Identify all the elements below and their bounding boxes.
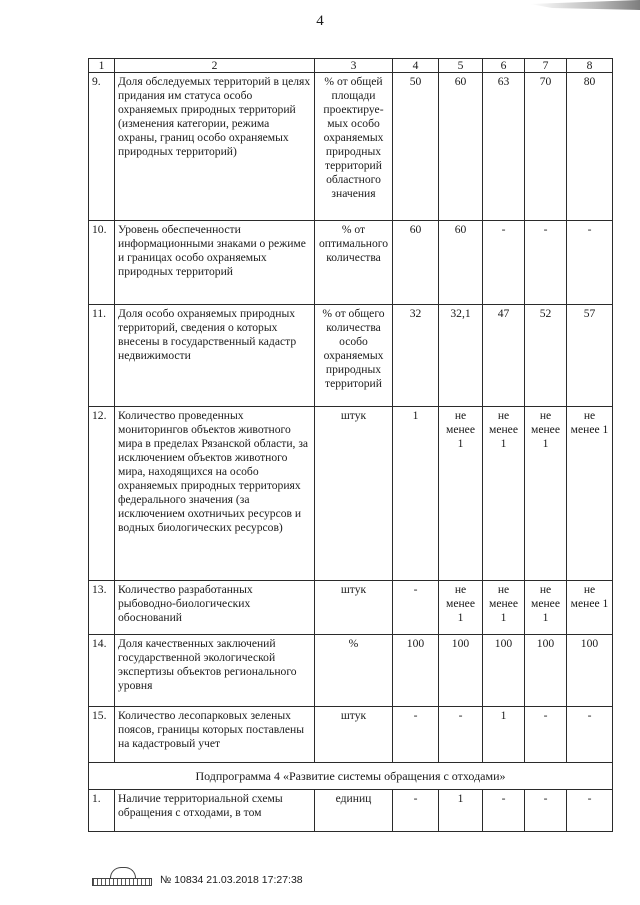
stamp-barcode	[92, 878, 152, 886]
value-cell: 100	[439, 635, 483, 707]
footer	[92, 868, 303, 888]
value-cell: не менее 1	[439, 407, 483, 581]
value-cell: 1	[393, 407, 439, 581]
table-row	[89, 581, 613, 635]
stamp-dome	[110, 867, 136, 878]
value-cell: 100	[525, 635, 567, 707]
row-number: 9.	[89, 73, 115, 221]
unit-cell: штук	[315, 581, 393, 635]
header-cell: 2	[115, 59, 315, 73]
header-cell: 6	[483, 59, 525, 73]
registration-stamp-icon	[92, 866, 152, 888]
value-cell: 32,1	[439, 305, 483, 407]
table-row	[89, 305, 613, 407]
value-cell: 47	[483, 305, 525, 407]
value-cell: -	[439, 707, 483, 763]
unit-cell: %	[315, 635, 393, 707]
value-cell: -	[525, 790, 567, 832]
value-cell: не менее 1	[525, 407, 567, 581]
row-number: 11.	[89, 305, 115, 407]
value-cell: 100	[567, 635, 613, 707]
unit-cell: штук	[315, 707, 393, 763]
value-cell: не менее 1	[525, 581, 567, 635]
value-cell: 52	[525, 305, 567, 407]
value-cell: 60	[439, 73, 483, 221]
value-cell: 32	[393, 305, 439, 407]
header-cell: 7	[525, 59, 567, 73]
value-cell: 100	[393, 635, 439, 707]
scan-artifact	[530, 0, 640, 10]
unit-cell: % от общего количества особо охраняемых природных территорий	[315, 305, 393, 407]
value-cell: 1	[483, 707, 525, 763]
row-number: 10.	[89, 221, 115, 305]
value-cell: не менее 1	[567, 581, 613, 635]
value-cell: -	[525, 707, 567, 763]
indicator-name: Количество разработанных рыбоводно-биологических обоснований	[115, 581, 315, 635]
value-cell: 63	[483, 73, 525, 221]
indicators-table	[88, 58, 613, 832]
value-cell: -	[393, 581, 439, 635]
table-row	[89, 407, 613, 581]
indicator-name: Доля особо охраняемых природных территорий, сведения о которых внесены в государственный кадастр недвижимости	[115, 305, 315, 407]
value-cell: -	[483, 221, 525, 305]
row-number: 12.	[89, 407, 115, 581]
header-cell: 1	[89, 59, 115, 73]
indicator-name: Количество лесопарковых зеленых поясов, границы которых поставлены на кадастровый учет	[115, 707, 315, 763]
unit-cell: % от оптимального количества	[315, 221, 393, 305]
value-cell: не менее 1	[567, 407, 613, 581]
header-cell: 3	[315, 59, 393, 73]
value-cell: -	[393, 790, 439, 832]
table-row	[89, 790, 613, 832]
value-cell: не менее 1	[439, 581, 483, 635]
header-cell: 4	[393, 59, 439, 73]
section-title: Подпрограмма 4 «Развитие системы обращения с отходами»	[89, 763, 613, 790]
header-cell: 8	[567, 59, 613, 73]
value-cell: 80	[567, 73, 613, 221]
unit-cell: % от общей площади проектируе-мых особо охраняемых природных территорий областного значения	[315, 73, 393, 221]
table-row	[89, 221, 613, 305]
indicator-name: Уровень обеспеченности информационными знаками о режиме и границах особо охраняемых природных территорий	[115, 221, 315, 305]
value-cell: -	[393, 707, 439, 763]
table-row	[89, 707, 613, 763]
page-number: 4	[316, 13, 324, 29]
value-cell: -	[567, 707, 613, 763]
value-cell: -	[567, 221, 613, 305]
value-cell: -	[483, 790, 525, 832]
value-cell: 100	[483, 635, 525, 707]
value-cell: -	[525, 221, 567, 305]
indicator-name: Доля качественных заключений государственной экологической экспертизы объектов регионального уровня	[115, 635, 315, 707]
table-row	[89, 73, 613, 221]
indicator-name: Доля обследуемых территорий в целях придания им статуса особо охраняемых природных территорий (изменения категории, режима охраны, границ особо охраняемых природных территорий)	[115, 73, 315, 221]
value-cell: 1	[439, 790, 483, 832]
unit-cell: штук	[315, 407, 393, 581]
value-cell: -	[567, 790, 613, 832]
value-cell: 70	[525, 73, 567, 221]
value-cell: 60	[439, 221, 483, 305]
value-cell: не менее 1	[483, 581, 525, 635]
row-number: 15.	[89, 707, 115, 763]
header-row	[89, 59, 613, 73]
indicator-name: Количество проведенных мониторингов объектов животного мира в пределах Рязанской области, за исключением объектов животного мира, находящихся на особо охраняемых природных территориях федерального значения (за исключением охотничьих ресурсов и водных биологических ресурсов)	[115, 407, 315, 581]
value-cell: не менее 1	[483, 407, 525, 581]
value-cell: 50	[393, 73, 439, 221]
row-number: 14.	[89, 635, 115, 707]
value-cell: 57	[567, 305, 613, 407]
indicator-name: Наличие территориальной схемы обращения с отходами, в том	[115, 790, 315, 832]
value-cell: 60	[393, 221, 439, 305]
document-number: № 10834 21.03.2018 17:27:38	[160, 874, 303, 886]
row-number: 1.	[89, 790, 115, 832]
row-number: 13.	[89, 581, 115, 635]
section-row	[89, 763, 613, 790]
header-cell: 5	[439, 59, 483, 73]
unit-cell: единиц	[315, 790, 393, 832]
table-row	[89, 635, 613, 707]
